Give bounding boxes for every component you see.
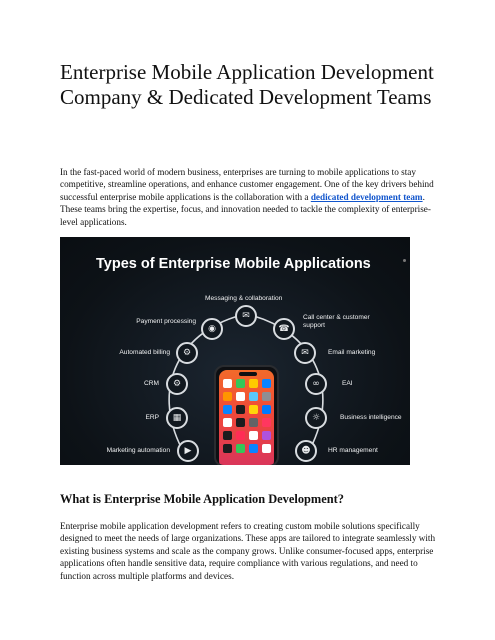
headset-icon: ☎ xyxy=(273,318,295,340)
gear-icon: ⚙ xyxy=(166,373,188,395)
envelope-icon: ✉ xyxy=(294,342,316,364)
smartphone-illustration xyxy=(214,365,279,465)
app-icon xyxy=(249,418,258,427)
app-icon xyxy=(236,444,245,453)
settings-icon: ⚙ xyxy=(176,342,198,364)
megaphone-icon: ▶ xyxy=(177,440,199,462)
sun-gear-icon: ☼ xyxy=(305,407,327,429)
intro-paragraph xyxy=(60,166,438,228)
app-icon xyxy=(223,431,232,440)
app-icon xyxy=(262,444,271,453)
label-marketing: Marketing automation xyxy=(106,447,170,454)
app-icon xyxy=(262,405,271,414)
app-icon xyxy=(223,379,232,388)
dedicated-development-team-link[interactable]: dedicated development team xyxy=(310,191,423,202)
label-callcenter: Call center & customer support xyxy=(303,314,370,329)
app-icon xyxy=(249,444,258,453)
app-icon xyxy=(262,431,271,440)
label-bi: Business intelligence xyxy=(340,414,402,421)
app-icon xyxy=(262,418,271,427)
infographic-title: Types of Enterprise Mobile Applications xyxy=(96,256,371,272)
label-hr: HR management xyxy=(328,447,378,454)
label-billing: Automated billing xyxy=(119,349,170,356)
app-icon xyxy=(223,418,232,427)
app-icon xyxy=(249,405,258,414)
app-icon xyxy=(262,392,271,401)
intro-text-end: . These teams bring the expertise, focus, and innovation needed to tackle the complexity of enterprise-level applications. xyxy=(60,191,431,227)
intro-text-start: In the fast-paced world of modern business, enterprises are turning to mobile applications to stay competitive, streamline operations, and enhance customer engagement. One of the key drivers behind successful enterprise mobile applications is the collaboration with a xyxy=(60,167,434,202)
section-body: Enterprise mobile application development refers to creating custom mobile solutions specifically designed to meet the needs of large organizations. These apps are tailored to integrate seamlessly with existing business systems and scale as the company grows. Unlike consumer-focused apps, enterprise applications often handle sensitive data, require compliance with various regulations, and need to function across multiple platforms and devices. xyxy=(60,521,436,581)
app-icon xyxy=(236,392,245,401)
app-icon xyxy=(249,431,258,440)
label-crm: CRM xyxy=(143,380,159,387)
app-icon xyxy=(236,431,245,440)
app-icon-grid xyxy=(223,379,271,453)
people-icon: ☻ xyxy=(295,440,317,462)
app-icon xyxy=(249,379,258,388)
label-eai: EAI xyxy=(342,380,353,387)
org-chart-icon: ▦ xyxy=(166,407,188,429)
globe-icon: ◉ xyxy=(201,318,223,340)
app-icon xyxy=(249,392,258,401)
app-icon xyxy=(223,392,232,401)
phone-notch xyxy=(239,372,257,376)
label-messaging: Messaging & collaboration xyxy=(205,295,283,302)
link-icon: ∞ xyxy=(305,373,327,395)
label-payment: Payment processing xyxy=(136,318,196,325)
label-erp: ERP xyxy=(145,414,159,421)
app-icon xyxy=(236,379,245,388)
chat-icon: ✉ xyxy=(235,305,257,327)
app-icon xyxy=(236,418,245,427)
enterprise-apps-infographic xyxy=(60,237,410,465)
section-heading: What is Enterprise Mobile Application Development? xyxy=(60,492,344,506)
app-icon xyxy=(236,405,245,414)
label-email: Email marketing xyxy=(328,349,376,356)
phone-screen xyxy=(219,370,274,465)
app-icon xyxy=(223,444,232,453)
app-icon xyxy=(262,379,271,388)
page-title: Enterprise Mobile Application Development Company & Dedicated Development Teams xyxy=(60,60,434,109)
app-icon xyxy=(223,405,232,414)
